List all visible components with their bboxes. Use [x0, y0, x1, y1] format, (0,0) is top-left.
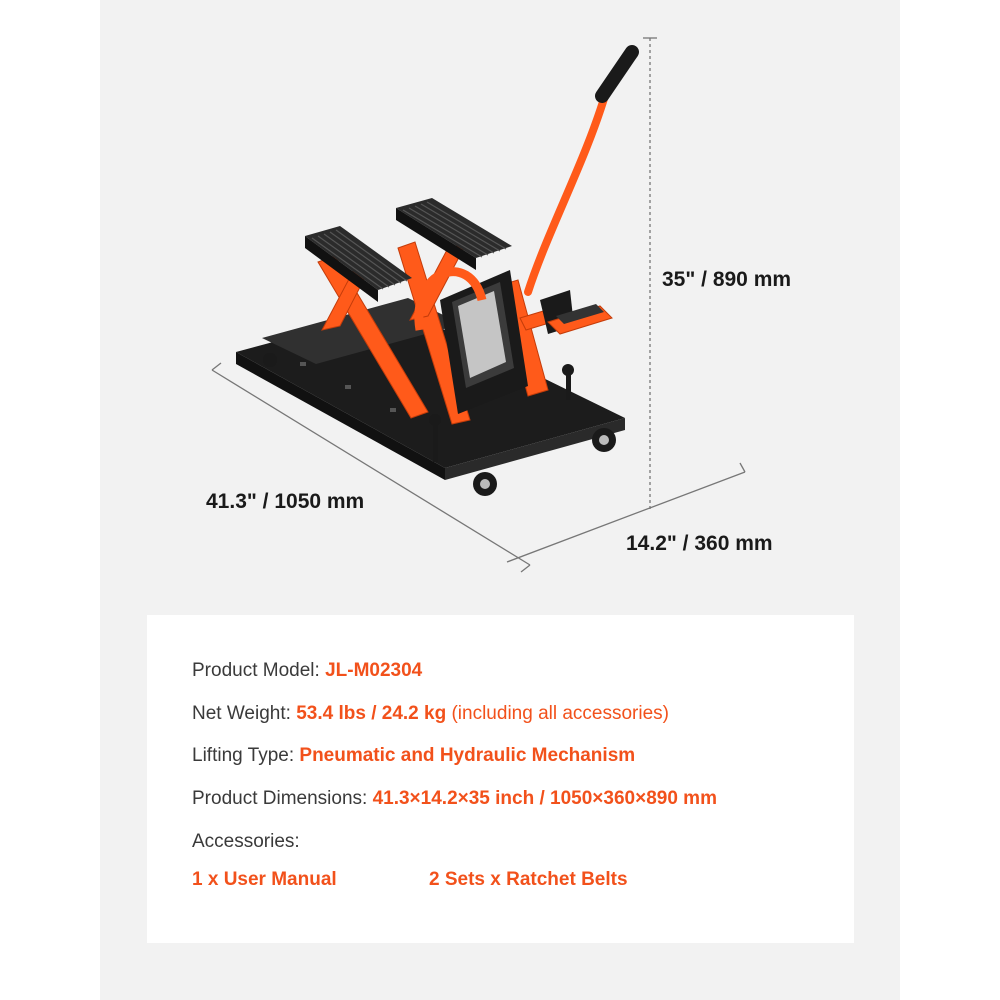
spec-accessories-label: Accessories:	[192, 831, 300, 852]
spec-weight-label: Net Weight:	[192, 703, 291, 724]
spec-model	[192, 660, 422, 682]
spec-lifting-value: Pneumatic and Hydraulic Mechanism	[299, 745, 636, 766]
spec-lifting-label: Lifting Type:	[192, 745, 295, 766]
spec-model-value: JL-M02304	[325, 660, 423, 681]
pump-handle	[528, 52, 632, 292]
spec-dimensions	[192, 788, 717, 810]
spec-lifting	[192, 745, 635, 767]
accessory-item-manual: 1 x User Manual	[192, 869, 337, 890]
length-dimension-label: 41.3" / 1050 mm	[206, 490, 365, 513]
spec-weight	[192, 703, 669, 725]
height-dimension-label: 35" / 890 mm	[662, 268, 792, 291]
spec-weight-value: 53.4 lbs / 24.2 kg	[296, 703, 447, 724]
spec-dimensions-label: Product Dimensions:	[192, 788, 368, 809]
spec-dimensions-value: 41.3×14.2×35 inch / 1050×360×890 mm	[372, 788, 717, 809]
accessory-item-belts: 2 Sets x Ratchet Belts	[429, 869, 628, 890]
spec-weight-note: (including all accessories)	[451, 703, 670, 724]
spec-model-label: Product Model:	[192, 660, 320, 681]
spec-card	[147, 615, 854, 943]
width-dimension-label: 14.2" / 360 mm	[626, 532, 773, 555]
